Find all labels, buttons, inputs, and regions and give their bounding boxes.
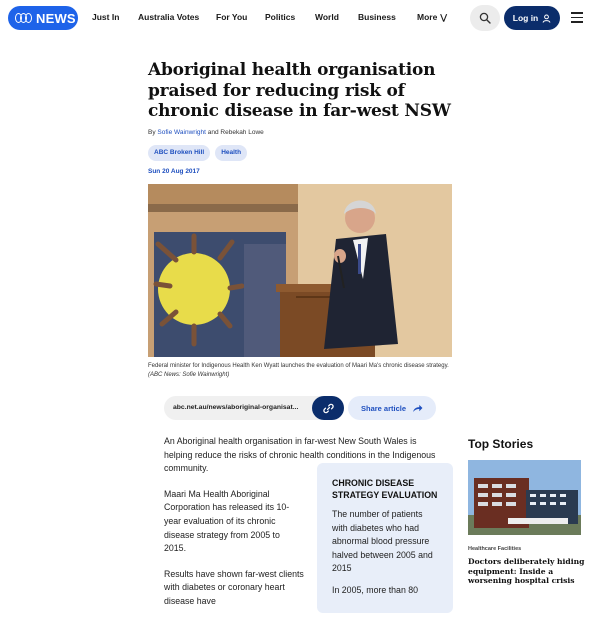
share-url-field[interactable]: abc.net.au/news/aboriginal-organisat... (164, 396, 344, 420)
login-label: Log in (512, 13, 539, 23)
caption-credit: (ABC News: Sofie Wainwright) (148, 372, 230, 378)
chevron-down-icon: ⋁ (440, 13, 447, 22)
fact-box-title: CHRONIC DISEASE STRATEGY EVALUATION (332, 478, 438, 500)
byline-coauthor: and Rebekah Lowe (207, 129, 264, 136)
image-caption (148, 362, 452, 380)
publish-date: Sun 20 Aug 2017 (148, 168, 200, 175)
share-article-button[interactable] (348, 396, 436, 420)
story-thumbnail[interactable] (468, 460, 581, 535)
abc-logo-icon (15, 13, 32, 23)
nav-link-australia-votes[interactable]: Australia Votes (138, 12, 200, 22)
share-label: Share article (360, 403, 407, 413)
search-icon (479, 12, 491, 24)
logo-text: NEWS (36, 10, 76, 26)
link-icon (323, 403, 334, 414)
story-thumbnail-graphic (468, 460, 581, 535)
hero-image (148, 184, 452, 357)
paragraph: Results have shown far-west clients with diabetes or coronary heart disease have (164, 568, 304, 606)
paragraph: An Aboriginal health organisation in far-west New South Wales is helping reduce the risks of chronic health conditions in the Indigenous community. (164, 436, 436, 474)
nav-link-more[interactable] (417, 12, 447, 22)
abc-news-logo[interactable] (8, 6, 78, 30)
nav-link-for-you[interactable]: For You (216, 12, 248, 22)
article-headline: Aboriginal health organisation praised for reducing risk of chronic disease in far-west NSW (148, 60, 451, 121)
story-category[interactable]: Healthcare Facilities (468, 546, 522, 552)
user-icon (542, 14, 551, 23)
author-link[interactable]: Sofie Wainwright (157, 129, 206, 136)
nav-link-business[interactable]: Business (358, 12, 396, 22)
nav-link-world[interactable]: World (315, 12, 339, 22)
login-button[interactable] (504, 6, 560, 30)
top-nav (0, 0, 600, 36)
nav-link-politics[interactable]: Politics (265, 12, 296, 22)
copy-link-button[interactable] (312, 396, 344, 420)
tag-abc-broken-hill[interactable]: ABC Broken Hill (148, 145, 210, 161)
caption-text: Federal minister for Indigenous Health Ken Wyatt launches the evaluation of Maari Ma's chronic disease strategy. (148, 363, 449, 369)
hero-image-graphic (148, 184, 452, 357)
nav-more-label: More (417, 12, 438, 22)
search-button[interactable] (470, 5, 500, 31)
tag-list (148, 145, 247, 161)
top-stories-heading: Top Stories (468, 437, 534, 451)
paragraph: Maari Ma Health Aboriginal Corporation has released its 10-year evaluation of its chronic disease strategy from 2005 to 2015. (164, 488, 290, 554)
byline-prefix: By (148, 129, 156, 136)
share-bar (164, 396, 436, 420)
fact-box-text-2: In 2005, more than 80 (332, 584, 419, 595)
fact-box (317, 463, 453, 613)
story-title-link[interactable]: Doctors deliberately hiding equipment: Inside a worsening hospital crisis (468, 557, 585, 586)
share-arrow-icon (412, 404, 423, 413)
byline (148, 129, 264, 136)
tag-health[interactable]: Health (215, 145, 247, 161)
nav-link-just-in[interactable]: Just In (92, 12, 120, 22)
hamburger-icon[interactable] (571, 12, 583, 23)
fact-box-text: The number of patients with diabetes who had abnormal blood pressure halved between 2005 and 2015 (332, 509, 433, 574)
